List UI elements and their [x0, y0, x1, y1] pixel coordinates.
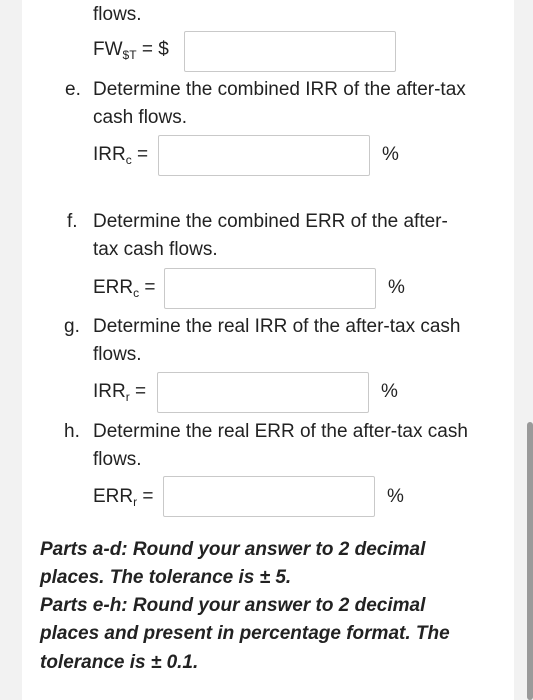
err-r-label-main: ERR	[93, 486, 134, 507]
part-h-line1: Determine the real ERR of the after-tax cash	[93, 421, 468, 442]
fw-label	[93, 36, 169, 69]
note-line-2: places. The tolerance is ± 5.	[40, 567, 292, 588]
irr-c-label	[93, 141, 148, 169]
err-r-percent-unit: %	[387, 486, 404, 507]
part-h-line2: flows.	[93, 449, 142, 470]
note-line-1: Parts a-d: Round your answer to 2 decimal	[40, 539, 426, 560]
note-line-3: Parts e-h: Round your answer to 2 decimal	[40, 595, 426, 616]
irr-r-label-eq: =	[129, 381, 147, 402]
irr-r-input[interactable]	[157, 372, 369, 413]
part-g-line2: flows.	[93, 344, 142, 365]
err-c-percent-unit: %	[388, 277, 405, 298]
irr-c-input[interactable]	[158, 135, 370, 176]
irr-r-label-sub: r	[125, 390, 130, 404]
part-g-letter: g.	[64, 316, 80, 337]
part-e-line2: cash flows.	[93, 107, 187, 128]
err-c-label-main: ERR	[93, 277, 134, 298]
part-d-continuation: flows.	[93, 4, 142, 25]
irr-r-label-main: IRR	[93, 381, 126, 402]
part-h-letter: h.	[64, 421, 80, 442]
err-c-input[interactable]	[164, 268, 376, 309]
irr-c-label-sub: c	[125, 153, 132, 167]
irr-r-percent-unit: %	[381, 381, 398, 402]
part-e-letter: e.	[65, 79, 81, 100]
err-r-label-eq: =	[137, 486, 154, 507]
part-g-line1: Determine the real IRR of the after-tax cash	[93, 316, 461, 337]
part-f-line1: Determine the combined ERR of the after-	[93, 211, 448, 232]
fw-label-main: FW	[93, 39, 123, 60]
fw-input[interactable]	[184, 31, 396, 72]
err-r-label	[93, 483, 154, 511]
err-r-input[interactable]	[163, 476, 375, 517]
err-c-label	[93, 274, 156, 302]
part-f-line2: tax cash flows.	[93, 239, 218, 260]
vertical-scrollbar[interactable]	[527, 422, 533, 700]
err-c-label-eq: =	[139, 277, 156, 298]
part-f-letter: f.	[67, 211, 78, 232]
err-r-label-sub: r	[133, 495, 138, 509]
fw-label-eq: = $	[136, 39, 169, 60]
note-line-5: tolerance is ± 0.1.	[40, 652, 199, 673]
irr-c-percent-unit: %	[382, 144, 399, 165]
irr-r-label	[93, 378, 146, 406]
fw-label-sub: $T	[122, 48, 137, 62]
irr-c-label-main: IRR	[93, 144, 126, 165]
err-c-label-sub: c	[133, 286, 140, 300]
irr-c-label-eq: =	[131, 144, 149, 165]
note-line-4: places and present in percentage format. The	[40, 623, 450, 644]
part-e-line1: Determine the combined IRR of the after-tax	[93, 79, 466, 100]
